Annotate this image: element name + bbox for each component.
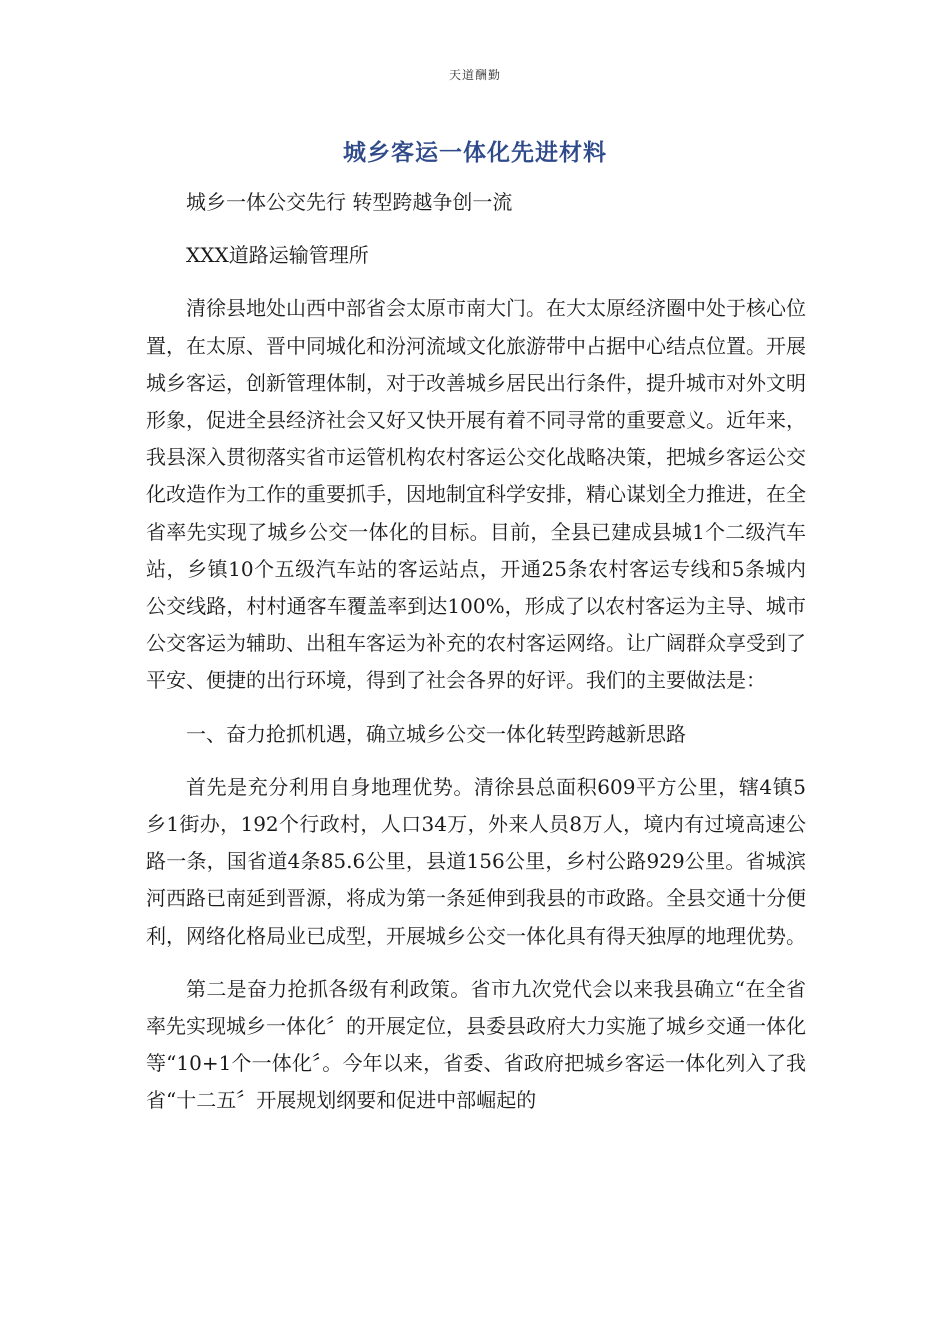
document-title: 城乡客运一体化先进材料 [343, 140, 607, 166]
intro-paragraph: 清徐县地处山西中部省会太原市南大门。在大太原经济圈中处于核心位置，在太原、晋中同城化和汾河流域文化旅游带中占据中心结点位置。开展城乡客运，创新管理体制，对于改善城乡居民出行条件，提升城市对外文明形象，促进全县经济社会又好又快开展有着不同寻常的重要意义。近年来，我县深入贯彻落实省市运管机构农村客运公交化战略决策，把城乡客运公交化改造作为工作的重要抓手，因地制宜科学安排，精心谋划全力推进，在全省率先实现了城乡公交一体化的目标。目前，全县已建成县城1个二级汽车站，乡镇10个五级汽车站的客运站点，开通25条农村客运专线和5条城内公交线路，村村通客车覆盖率到达100%，形成了以农村客运为主导、城市公交客运为辅助、出租车客运为补充的农村客运网络。让广阔群众享受到了平安、便捷的出行环境，得到了社会各界的好评。我们的主要做法是： [146, 296, 806, 693]
author-paragraph: XXX道路运输管理所 [186, 243, 369, 268]
body-paragraph: 首先是充分利用自身地理优势。清徐县总面积609平方公里，辖4镇5乡1街办，192个行政村，人口34万，外来人员8万人，境内有过境高速公路一条，国省道4条85.6公里，县道156公里，乡村公路929公里。省城滨河西路已南延到晋源，将成为第一条延伸到我县的市政路。全县交通十分便利，网络化格局业已成型，开展城乡公交一体化具有得天独厚的地理优势。 [146, 774, 806, 948]
section-heading: 一、奋力抢抓机遇，确立城乡公交一体化转型跨越新思路 [186, 721, 686, 746]
document-body [146, 184, 806, 1136]
subtitle-paragraph: 城乡一体公交先行 转型跨越争创一流 [186, 190, 513, 214]
body-paragraph: 第二是奋力抢抓各级有利政策。省市九次党代会以来我县确立“在全省率先实现城乡一体化〞的开展定位，县委县政府大力实施了城乡交通一体化等“10+1个一体化〞。今年以来，省委、省政府把城乡客运一体化列入了我省“十二五〞开展规划纲要和促进中部崛起的 [146, 976, 806, 1113]
page-header: 天道酬勤 [448, 68, 501, 82]
